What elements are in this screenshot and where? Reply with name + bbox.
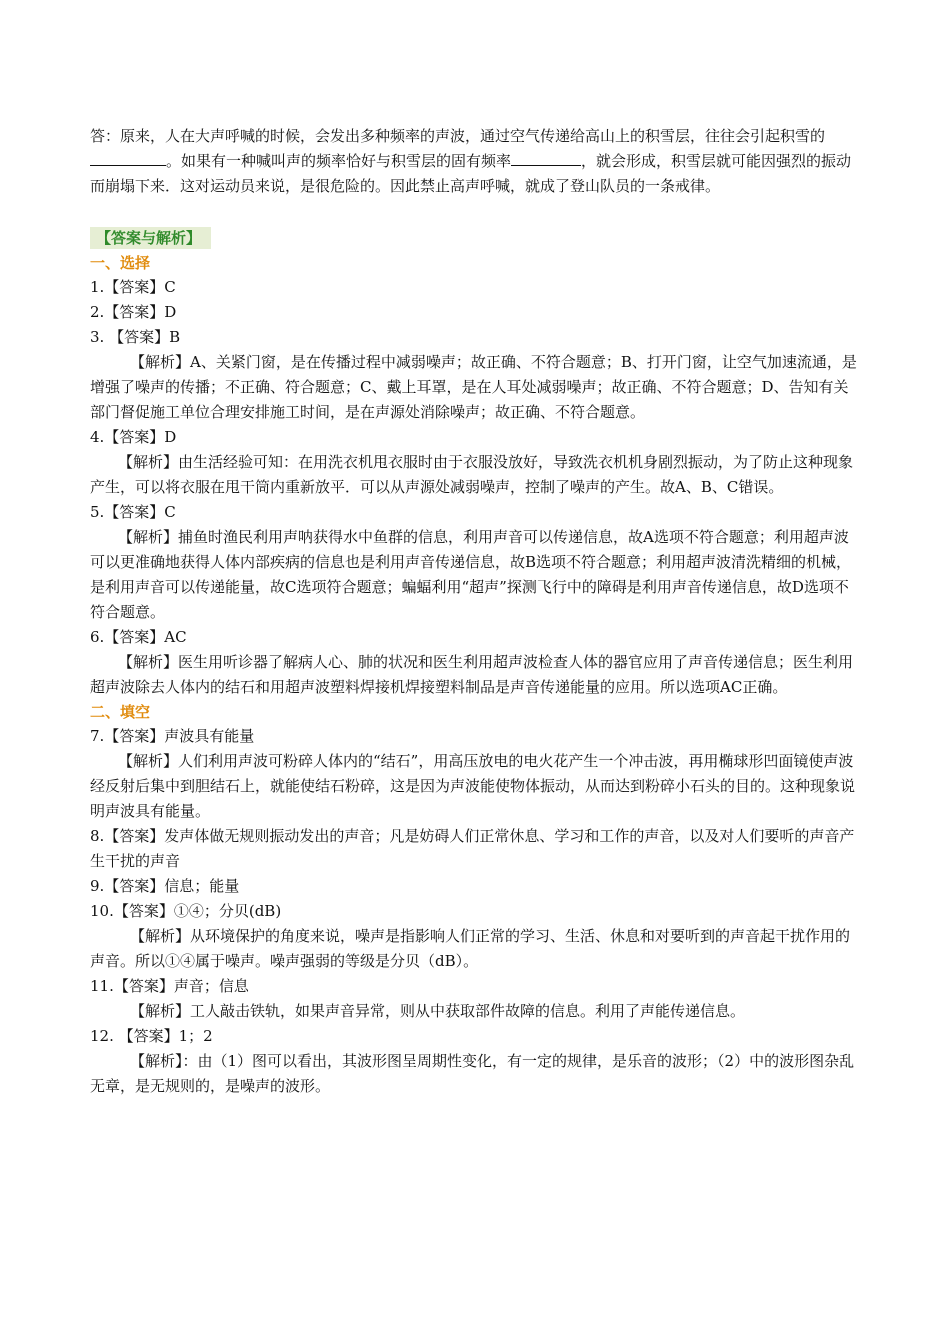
explanation-3: 【解析】A、关紧门窗，是在传播过程中减弱噪声；故正确、不符合题意；B、打开门窗，让空气加速流通，是增强了噪声的传播；不正确、符合题意；C、戴上耳罩，是在人耳处减弱噪声；故正确、不符合题意；D、告知有关部门督促施工单位合理安排施工时间，是在声源处消除噪声；故正确、不符合题意。 [90,353,857,421]
explanation-7: 【解析】人们利用声波可粉碎人体内的“结石”，用高压放电的电火花产生一个冲击波，再用椭球形凹面镜使声波经反射后集中到胆结石上，就能使结石粉碎，这是因为声波能使物体振动，从而达到粉碎小石头的目的。这种现象说明声波具有能量。 [90,752,856,820]
answer-6: 6.【答案】AC [90,628,187,646]
explanation-10: 【解析】从环境保护的角度来说，噪声是指影响人们正常的学习、生活、休息和对要听到的声音起干扰作用的声音。所以①④属于噪声。噪声强弱的等级是分贝（dB）。 [90,927,851,970]
answer-2: 2.【答案】D [90,303,177,321]
answer-11: 11.【答案】声音；信息 [90,977,249,995]
explanation-6: 【解析】医生用听诊器了解病人心、肺的状况和医生利用超声波检查人体的器官应用了声音传递信息；医生利用超声波除去人体内的结石和用超声波塑料焊接机焊接塑料制品是声音传递能量的应用。所以选项AC正确。 [90,653,854,696]
answer-3: 3. 【答案】B [90,328,181,346]
answer-1: 1.【答案】C [90,278,176,296]
section-heading-choice: 一、选择 [90,254,151,272]
section-heading-fill: 二、填空 [90,703,151,721]
answer-8: 8.【答案】发声体做无规则振动发出的声音；凡是妨碍人们正常休息、学习和工作的声音，以及对人们要听的声音产生干扰的声音 [90,827,855,870]
fill-blank-2[interactable] [511,149,581,166]
answer-10: 10.【答案】①④；分贝(dB) [90,902,282,920]
answer-5: 5.【答案】C [90,503,176,521]
document-page [90,124,860,1099]
explanation-11: 【解析】工人敲击铁轨，如果声音异常，则从中获取部件故障的信息。利用了声能传递信息。 [130,1002,746,1020]
answer-7: 7.【答案】声波具有能量 [90,727,255,745]
answer-4: 4.【答案】D [90,428,177,446]
explanation-5: 【解析】捕鱼时渔民利用声呐获得水中鱼群的信息，利用声音可以传递信息，故A选项不符合题意；利用超声波可以更准确地获得人体内部疾病的信息也是利用声音传递信息，故B选项不符合题意；利用超声波清洗精细的机械，是利用声音可以传递能量，故C选项符合题意；蝙蝠利用“超声”探测飞行中的障碍是利用声音传递信息，故D选项不符合题意。 [90,528,852,621]
intro-paragraph [90,124,860,199]
intro-text-2: 。如果有一种喊叫声的频率恰好与积雪层的固有频率 [166,152,512,170]
explanation-4: 【解析】由生活经验可知：在用洗衣机甩衣服时由于衣服没放好，导致洗衣机机身剧烈振动，为了防止这种现象产生，可以将衣服在甩干筒内重新放平．可以从声源处减弱噪声，控制了噪声的产生。故A、B、C错误。 [90,453,854,496]
intro-text-1: 答：原来，人在大声呼喊的时候，会发出多种频率的声波，通过空气传递给高山上的积雪层，往往会引起积雪的 [90,127,826,145]
fill-blank-1[interactable] [90,149,166,166]
answer-9: 9.【答案】信息；能量 [90,877,240,895]
answer-12: 12. 【答案】1；2 [90,1027,213,1045]
explanation-12: 【解析】：由（1）图可以看出，其波形图呈周期性变化，有一定的规律，是乐音的波形；（2）中的波形图杂乱无章，是无规则的，是噪声的波形。 [90,1052,855,1095]
answer-analysis-banner: 【答案与解析】 [90,227,211,249]
intro-text-3: ，就会形成，积雪层就可能因强烈的振动而崩塌下来．这对运动员来说，是很危险的。因此禁止高声呼喊，就成了登山队员的一条戒律。 [90,152,852,195]
